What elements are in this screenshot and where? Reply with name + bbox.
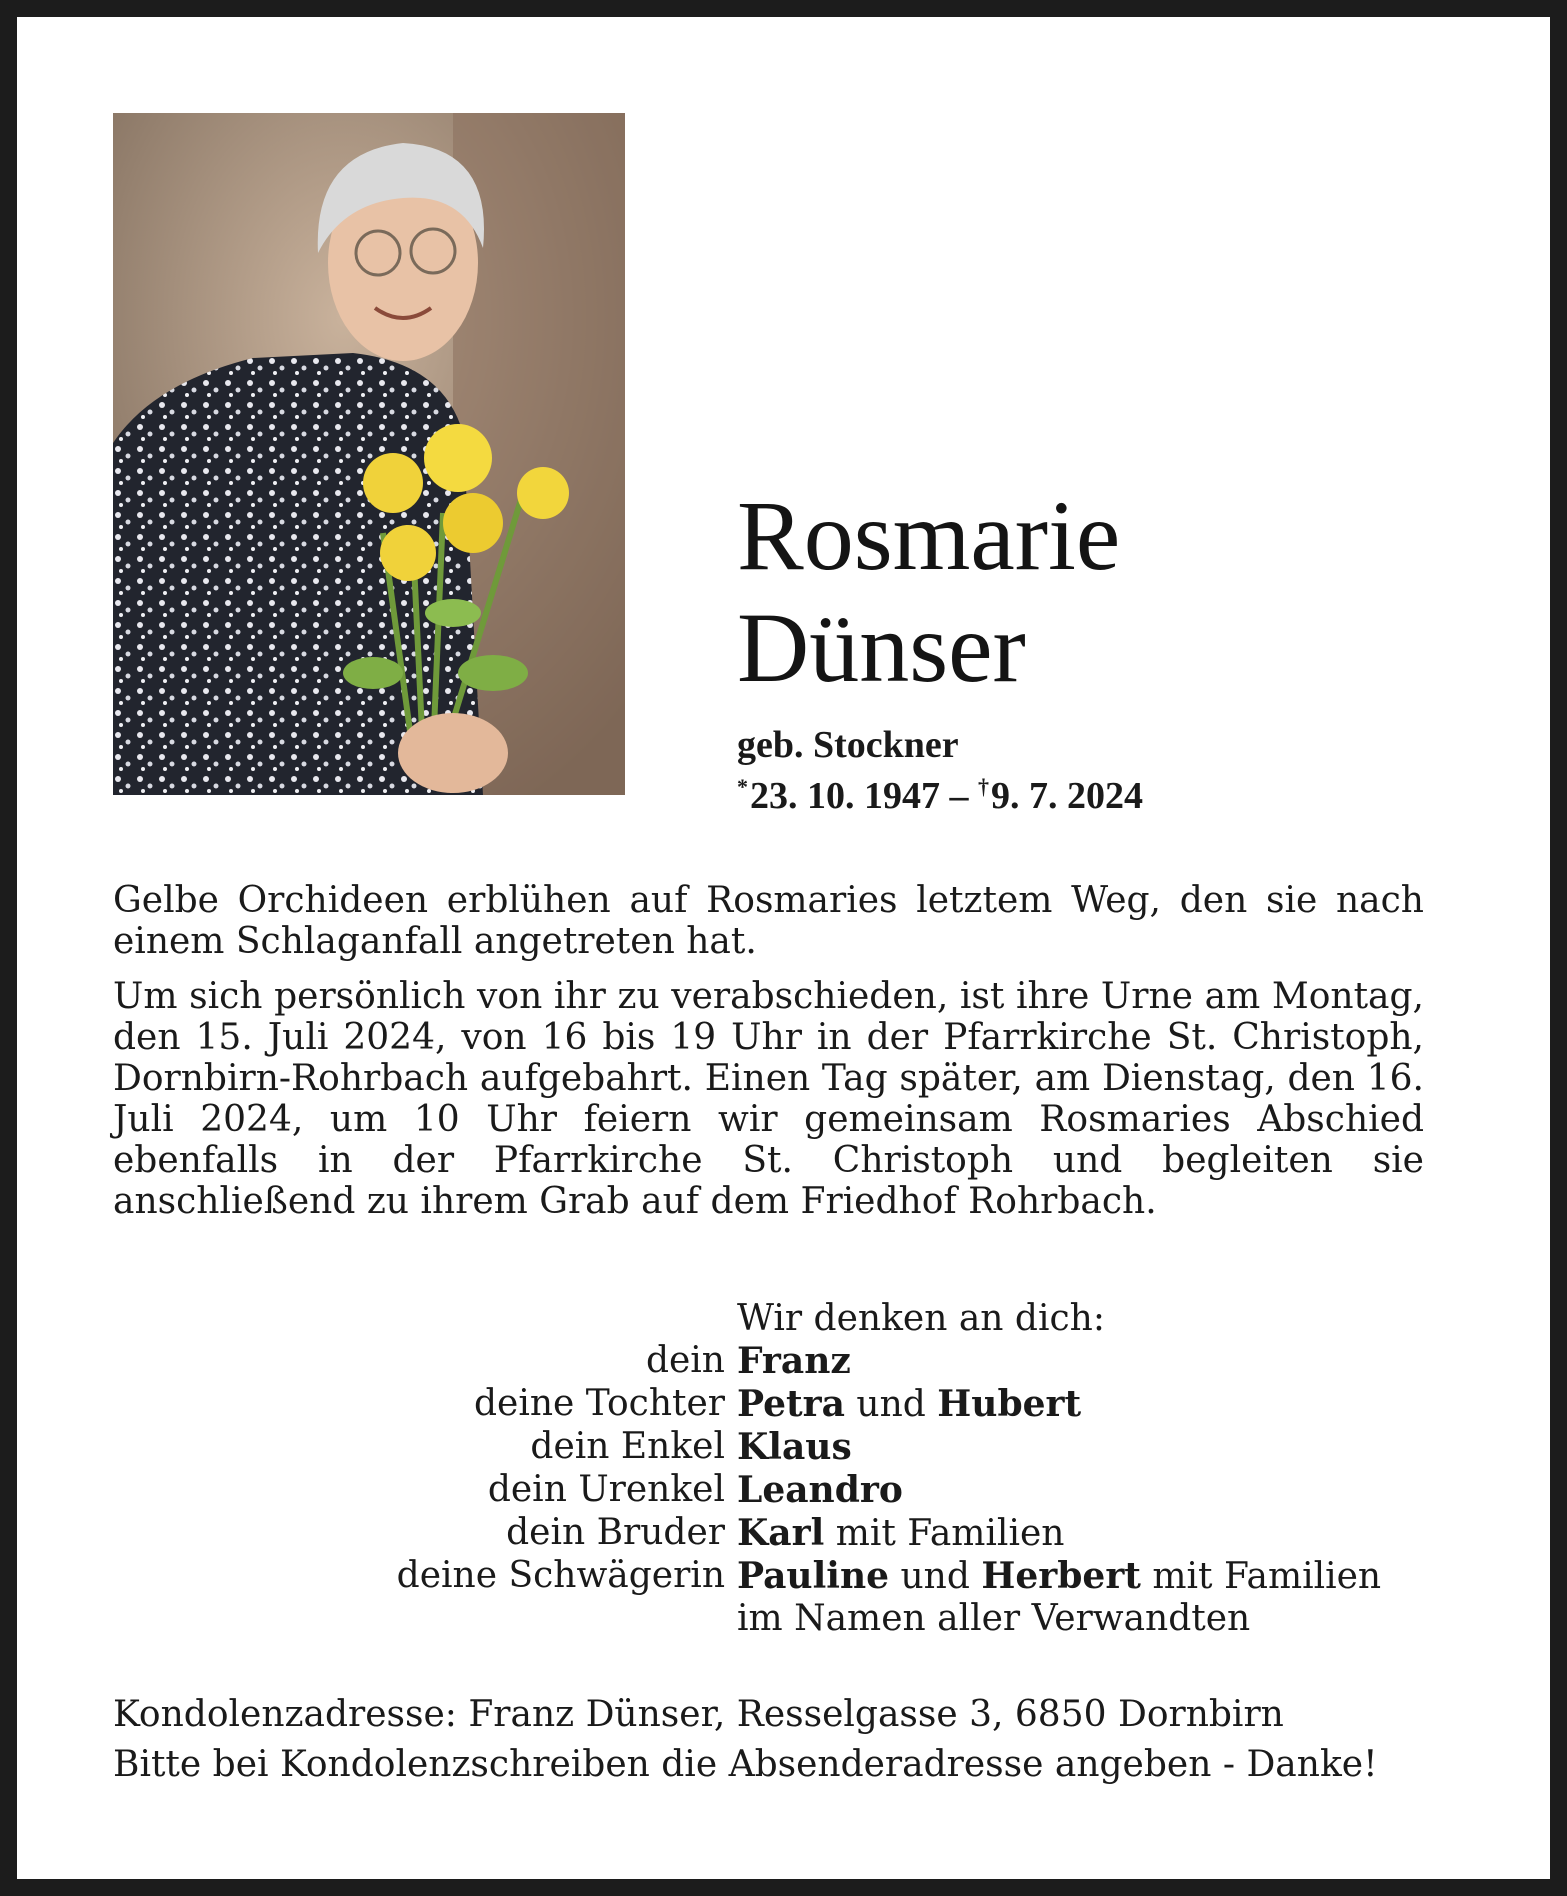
mourners-closing: im Namen aller Verwandten — [737, 1598, 1251, 1639]
mourner-relation: dein Bruder — [506, 1512, 725, 1553]
death-date: 9. 7. 2024 — [991, 775, 1143, 817]
mourner-relation: dein — [645, 1340, 725, 1381]
maiden-name: geb. Stockner — [737, 724, 959, 766]
mourner-relation: deine Schwägerin — [396, 1555, 725, 1596]
life-dates — [737, 766, 1143, 817]
mourner-row — [113, 1426, 1424, 1469]
mourner-suffix: mit Familien — [1152, 1556, 1382, 1597]
mourner-name: Hubert — [937, 1383, 1082, 1425]
mourners-intro: Wir denken an dich: — [737, 1298, 1105, 1339]
mourner-row — [113, 1340, 1424, 1383]
first-name: Rosmarie — [737, 480, 1121, 591]
condolence-contact — [113, 1690, 1378, 1790]
portrait-illustration — [113, 113, 625, 795]
mourner-joiner: und — [856, 1384, 926, 1425]
mourner-row — [113, 1598, 1424, 1640]
last-name: Dünser — [737, 592, 1026, 703]
date-dash: – — [940, 775, 978, 817]
mourner-name: Klaus — [737, 1426, 852, 1468]
mourner-relation: deine Tochter — [473, 1383, 725, 1424]
mourner-row — [113, 1512, 1424, 1555]
paragraph-1: Gelbe Orchideen erblühen auf Rosmaries letztem Weg, den sie nach einem Schlaganfall angetreten hat. — [113, 880, 1424, 962]
name-block — [737, 480, 1143, 817]
mourner-relation: dein Urenkel — [487, 1469, 725, 1510]
mourner-suffix: mit Familien — [835, 1513, 1065, 1554]
mourner-name: Franz — [737, 1340, 851, 1382]
birth-symbol: * — [737, 774, 748, 799]
condolence-address: Kondolenzadresse: Franz Dünser, Resselgasse 3, 6850 Dornbirn — [113, 1694, 1284, 1735]
mourner-row — [113, 1555, 1424, 1598]
obituary-text — [113, 880, 1424, 1236]
birth-date: 23. 10. 1947 — [750, 775, 940, 817]
mourner-name: Petra — [737, 1383, 845, 1425]
portrait-photo — [113, 113, 625, 795]
paragraph-2: Um sich persönlich von ihr zu verabschieden, ist ihre Urne am Montag, den 15. Juli 2024, von 16 bis 19 Uhr in der Pfarrkirche St. Christoph, Dornbirn-Rohrbach aufgebahrt. Einen Tag später, am Dienstag, den 16. Juli 2024, um 10 Uhr feiern wir gemeinsam Rosmaries Abschied ebenfalls in der Pfarrkirche St. Christoph und begleiten sie anschließend zu ihrem Grab auf dem Friedhof Rohrbach. — [113, 976, 1424, 1222]
mourner-row — [113, 1469, 1424, 1512]
mourner-name: Pauline — [737, 1555, 890, 1597]
death-symbol: † — [978, 774, 989, 799]
mourner-row — [113, 1383, 1424, 1426]
mourners-block — [113, 1298, 1424, 1640]
mourner-name: Herbert — [981, 1555, 1141, 1597]
mourner-name: Karl — [737, 1512, 825, 1554]
mourner-joiner: und — [900, 1556, 970, 1597]
condolence-note: Bitte bei Kondolenzschreiben die Absenderadresse angeben - Danke! — [113, 1744, 1378, 1785]
mourner-name: Leandro — [737, 1469, 903, 1511]
mourner-relation: dein Enkel — [530, 1426, 725, 1467]
